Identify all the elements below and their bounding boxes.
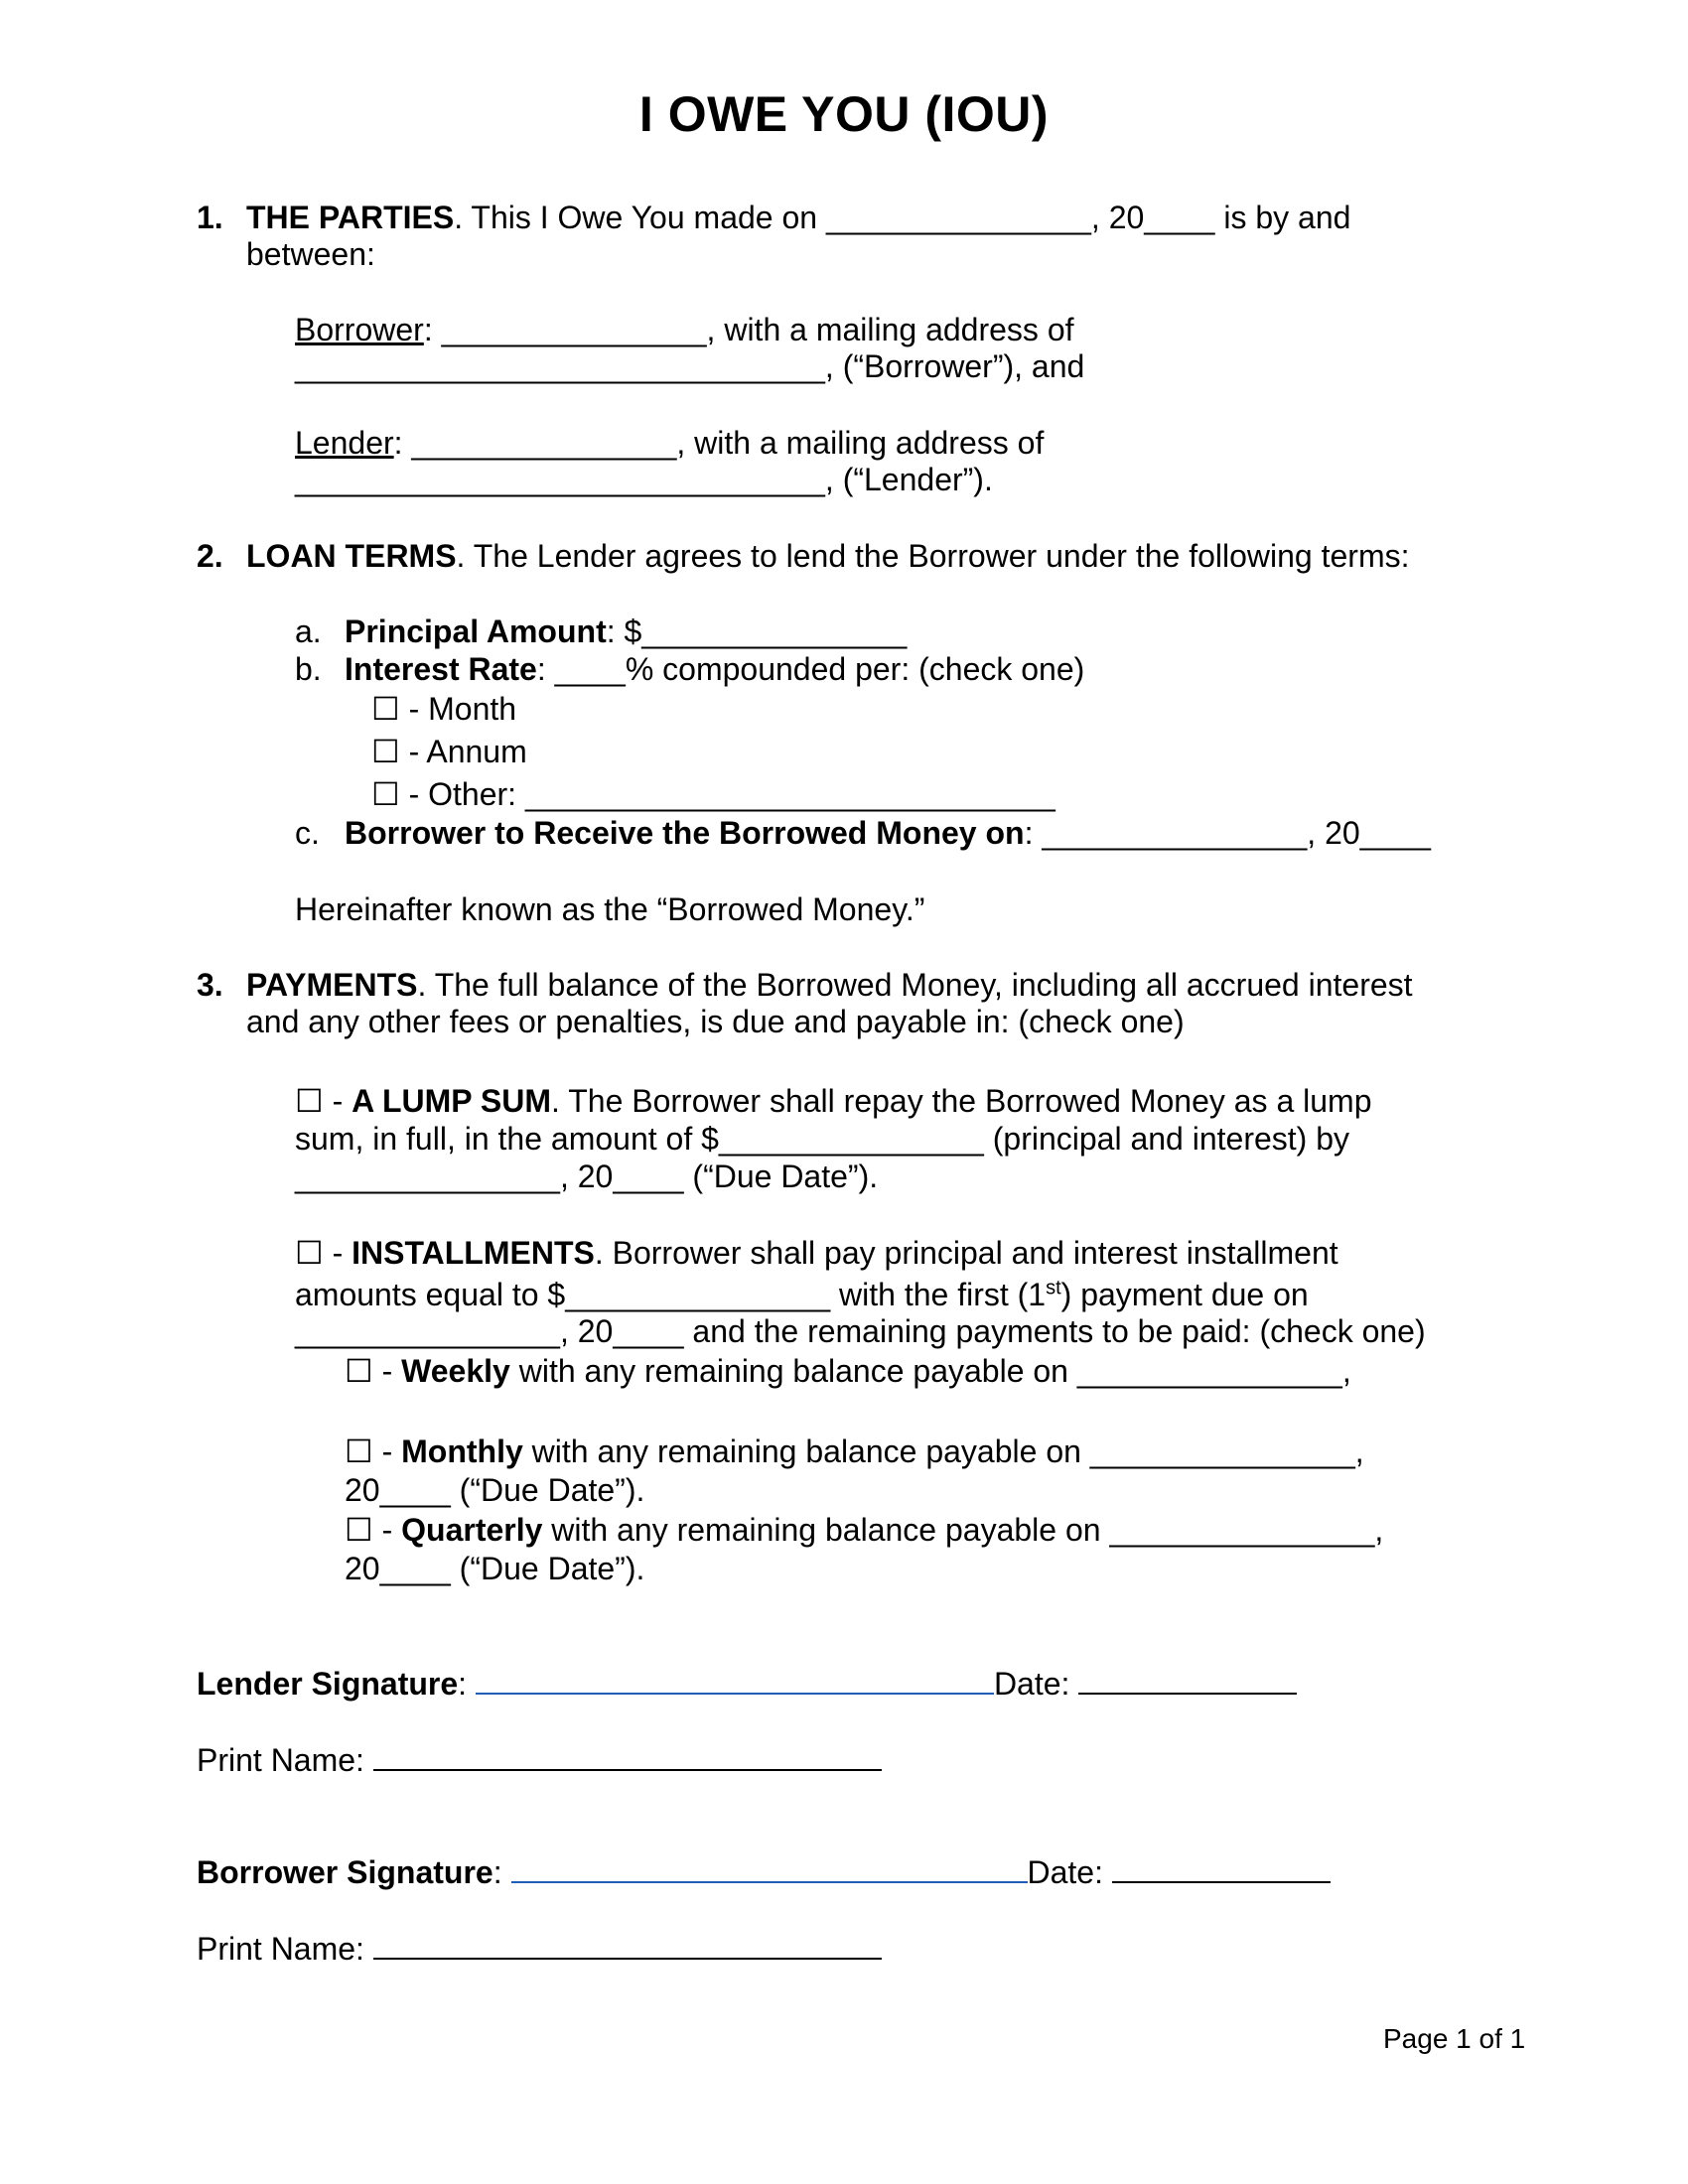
section-3-text-1: . The full balance of the Borrowed Money, including all accrued interest — [417, 967, 1413, 1003]
principal-amount-field[interactable]: : $_______________ — [606, 614, 908, 649]
borrower-line-1 — [295, 311, 1074, 348]
section-1-line-1 — [246, 199, 1350, 236]
borrower-label: Borrower — [295, 312, 424, 347]
quarterly-date-field[interactable]: with any remaining balance payable on _______________, — [542, 1512, 1384, 1548]
weekly-option — [345, 1352, 1351, 1390]
term-b-letter: b. — [295, 651, 322, 687]
receive-date-field[interactable]: : _______________, 20____ — [1024, 815, 1431, 851]
lump-sum-amount-field[interactable]: sum, in full, in the amount of $_______________ (principal and interest) by — [295, 1121, 1350, 1157]
receive-date-label: Borrower to Receive the Borrowed Money on — [345, 815, 1025, 851]
borrower-date-label: Date: — [1027, 1854, 1112, 1890]
lender-date-field[interactable] — [1078, 1663, 1297, 1695]
monthly-label: Monthly — [401, 1433, 523, 1469]
borrower-signature-field[interactable] — [511, 1851, 1028, 1883]
borrower-print-name-row — [197, 1928, 882, 1968]
borrower-name-field[interactable]: : _______________, with a mailing address of — [423, 312, 1074, 347]
installments-text-1: . Borrower shall pay principal and interest installment — [594, 1235, 1338, 1271]
section-1-heading: THE PARTIES — [246, 200, 455, 235]
weekly-date-field[interactable]: with any remaining balance payable on _______________, — [509, 1353, 1351, 1389]
lump-sum-due-date-field[interactable]: _______________, 20____ (“Due Date”). — [295, 1159, 879, 1194]
lender-label: Lender — [295, 425, 394, 461]
borrower-date-field[interactable] — [1112, 1851, 1331, 1883]
section-1-number: 1. — [197, 200, 223, 235]
lender-name-field[interactable]: : _______________, with a mailing address of — [393, 425, 1045, 461]
lender-signature-colon: : — [458, 1666, 468, 1702]
installments-line-1 — [295, 1234, 1338, 1272]
installments-date-field[interactable]: _______________, 20____ and the remaining payments to be paid: (check one) — [295, 1313, 1426, 1349]
quarterly-due-date-field[interactable]: 20____ (“Due Date”). — [345, 1551, 645, 1586]
monthly-date-field[interactable]: with any remaining balance payable on _______________, — [522, 1433, 1364, 1469]
lump-sum-text-1: . The Borrower shall repay the Borrowed Money as a lump — [551, 1083, 1372, 1119]
borrower-print-name-field[interactable] — [373, 1928, 882, 1960]
installments-label: INSTALLMENTS — [352, 1235, 595, 1271]
option-other-checkbox[interactable]: ☐ - Other: ______________________________ — [371, 776, 1055, 812]
weekly-checkbox[interactable]: ☐ - — [345, 1353, 402, 1389]
borrower-address-field[interactable]: ______________________________, (“Borrower”), and — [295, 348, 1085, 384]
term-a — [345, 613, 907, 650]
monthly-due-date-field[interactable]: 20____ (“Due Date”). — [345, 1472, 645, 1508]
quarterly-option — [345, 1511, 1383, 1549]
option-month-checkbox[interactable]: ☐ - Month — [371, 691, 517, 727]
lender-signature-field[interactable] — [476, 1663, 994, 1695]
section-3-heading: PAYMENTS — [246, 967, 418, 1003]
borrower-signature-row — [197, 1851, 1331, 1891]
principal-amount-label: Principal Amount — [345, 614, 607, 649]
lender-address-field[interactable]: ______________________________, (“Lender”). — [295, 462, 993, 497]
section-1-text-2: between: — [246, 236, 375, 272]
interest-rate-field[interactable]: : ____% compounded per: (check one) — [536, 651, 1085, 687]
installments-text-2b: ) payment due on — [1060, 1277, 1309, 1312]
option-annum-checkbox[interactable]: ☐ - Annum — [371, 734, 527, 769]
lender-signature-label: Lender Signature — [197, 1666, 459, 1702]
installments-text-2a: amounts equal to $_______________ with the first (1 — [295, 1277, 1047, 1312]
borrower-signature-label: Borrower Signature — [197, 1854, 493, 1890]
installments-checkbox[interactable]: ☐ - — [295, 1235, 352, 1271]
lender-date-label: Date: — [993, 1666, 1079, 1702]
quarterly-checkbox[interactable]: ☐ - — [345, 1512, 402, 1548]
first-superscript: st — [1046, 1277, 1061, 1299]
section-2-heading: LOAN TERMS — [246, 538, 457, 574]
term-a-letter: a. — [295, 614, 322, 649]
hereinafter-text: Hereinafter known as the “Borrowed Money.” — [295, 891, 925, 927]
term-b — [345, 650, 1084, 688]
weekly-label: Weekly — [401, 1353, 510, 1389]
borrower-print-name-label: Print Name: — [197, 1931, 373, 1967]
document-title: I OWE YOU (IOU) — [638, 86, 1050, 142]
page-number: Page 1 of 1 — [1383, 2023, 1526, 2054]
section-3-line-1 — [246, 966, 1413, 1004]
term-c — [345, 814, 1431, 852]
lender-print-name-row — [197, 1739, 882, 1779]
lender-print-name-label: Print Name: — [197, 1742, 373, 1778]
section-2-text: . The Lender agrees to lend the Borrower under the following terms: — [456, 538, 1410, 574]
section-3-number: 3. — [197, 967, 223, 1003]
section-2-line — [246, 537, 1410, 575]
term-c-letter: c. — [295, 815, 320, 851]
lump-sum-label: A LUMP SUM — [352, 1083, 552, 1119]
borrower-signature-colon: : — [492, 1854, 502, 1890]
lender-print-name-field[interactable] — [373, 1739, 882, 1771]
lender-signature-row — [197, 1663, 1297, 1703]
monthly-checkbox[interactable]: ☐ - — [345, 1433, 402, 1469]
installments-amount-field[interactable] — [295, 1276, 1309, 1313]
interest-rate-label: Interest Rate — [345, 651, 537, 687]
quarterly-label: Quarterly — [401, 1512, 543, 1548]
section-2-number: 2. — [197, 538, 223, 574]
lump-sum-line-1 — [295, 1082, 1371, 1120]
monthly-option — [345, 1433, 1364, 1470]
section-3-text-2: and any other fees or penalties, is due and payable in: (check one) — [246, 1004, 1185, 1039]
section-1-text-1: . This I Owe You made on _______________, 20____ is by and — [454, 200, 1351, 235]
lender-line-1 — [295, 424, 1044, 462]
lump-sum-checkbox[interactable]: ☐ - — [295, 1083, 352, 1119]
